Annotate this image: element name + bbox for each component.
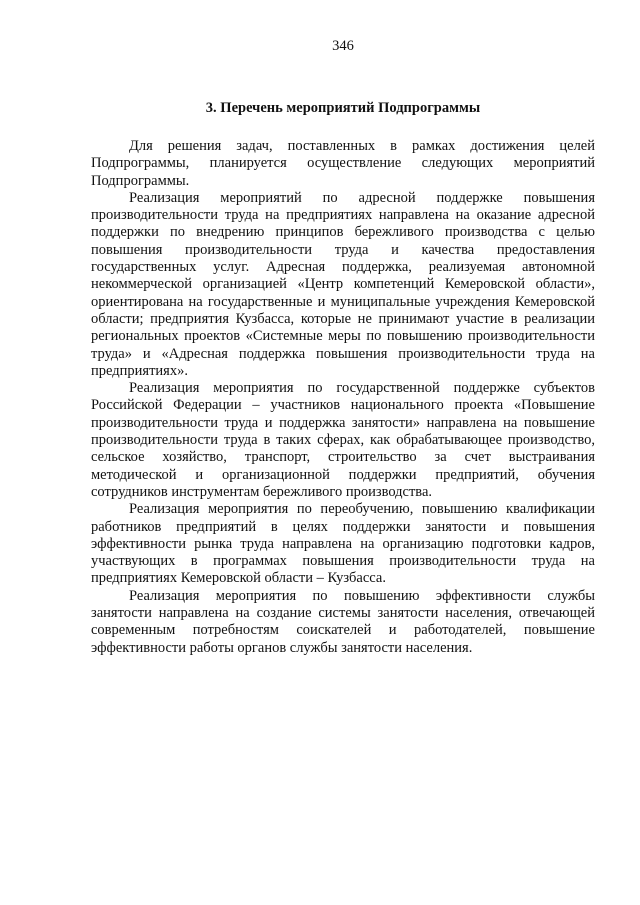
paragraph-targeted-support: Реализация мероприятий по адресной поддержке повышения производительности труда на предприятиях направлена на оказание адресной поддержки по внедрению принципов бережливого производства с целью повышения производительности труда и качества предоставления государственных услуг. Адресная поддержка, реализуемая автономной некоммерческой организацией «Центр компетенций Кемеровской области», ориентирована на государственные и муниципальные учреждения Кемеровской области; предприятия Кузбасса, которые не принимают участие в реализации региональных проектов «Системные меры по повышению производительности труда» и «Адресная поддержка повышения производительности труда на предприятиях». [91,189,595,379]
page-number: 346 [332,38,354,54]
body-text [91,138,595,657]
paragraph-retraining: Реализация мероприятия по переобучению, повышению квалификации работников предприятий в целях поддержки занятости и повышения эффективности рынка труда направлена на организацию подготовки кадров, участвующих в программах повышения производительности труда на предприятиях Кемеровской области – Кузбасса. [91,501,595,587]
paragraph-intro: Для решения задач, поставленных в рамках достижения целей Подпрограммы, планируется осуществление следующих мероприятий Подпрограммы. [91,138,595,189]
paragraph-employment-service: Реализация мероприятия по повышению эффективности службы занятости направлена на создание системы занятости населения, отвечающей современным потребностям соискателей и работодателей, повышение эффективности работы органов службы занятости населения. [91,587,595,656]
section-title: 3. Перечень мероприятий Подпрограммы [205,100,481,116]
paragraph-state-support: Реализация мероприятия по государственной поддержке субъектов Российской Федерации – участников национального проекта «Повышение производительности труда и поддержка занятости» направлена на повышение производительности труда в таких сферах, как обрабатывающее производство, сельское хозяйство, транспорт, строительство за счет выстраивания методической и организационной поддержки предприятий, обучения сотрудников инструментам бережливого производства. [91,380,595,500]
